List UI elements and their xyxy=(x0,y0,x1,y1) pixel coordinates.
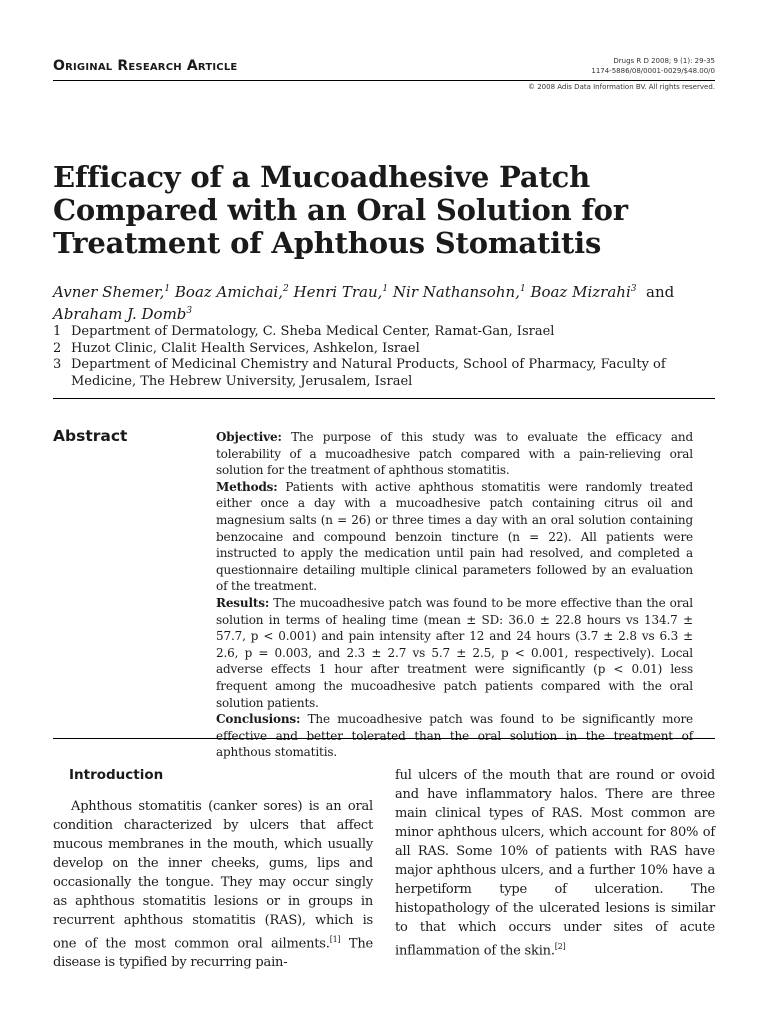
author-name: Boaz Amichai, xyxy=(170,283,283,301)
citation-ref[interactable]: [2] xyxy=(554,942,566,951)
body-column-left xyxy=(53,766,373,972)
body-text: The disease is typified by recurring pain- xyxy=(53,936,373,971)
affiliation-text: Department of Dermatology, C. Sheba Medical Center, Ramat-Gan, Israel xyxy=(71,324,555,339)
article-type-label: Original Research Article xyxy=(53,58,238,74)
abstract-conclusions xyxy=(216,711,693,761)
author-name: Boaz Mizrahi xyxy=(525,283,631,301)
affiliation-number: 2 xyxy=(53,340,62,356)
body-paragraph xyxy=(53,797,373,972)
affiliation-number: 3 xyxy=(53,357,62,372)
abstract-label: Objective: xyxy=(216,430,282,444)
body-paragraph xyxy=(395,766,715,960)
author-name: Abraham J. Domb xyxy=(53,305,187,323)
affiliation-text: Huzot Clinic, Clalit Health Services, Ashkelon, Israel xyxy=(71,340,420,356)
abstract-results xyxy=(216,595,693,711)
body-column-right xyxy=(395,766,715,960)
title-divider xyxy=(53,398,715,399)
abstract-divider xyxy=(53,738,715,739)
author-affil-mark: 3 xyxy=(630,284,637,294)
copyright-notice: © 2008 Adis Data Information BV. All rights reserved. xyxy=(527,83,715,91)
abstract-label: Conclusions: xyxy=(216,712,301,727)
header-divider xyxy=(53,80,715,81)
author-affil-mark: 1 xyxy=(519,284,526,294)
author-name: Avner Shemer, xyxy=(53,283,165,301)
abstract-methods xyxy=(216,479,693,595)
author-name: Henri Trau, xyxy=(288,283,383,301)
author-name: Nir Nathansohn, xyxy=(388,283,520,301)
author-affil-mark: 1 xyxy=(382,284,389,294)
article-title: Efficacy of a Mucoadhesive Patch Compared with an Oral Solution for Treatment of Aphthous Stomatitis xyxy=(53,160,628,260)
author-affil-mark: 2 xyxy=(282,284,289,294)
abstract-heading: Abstract xyxy=(53,427,128,445)
affiliation-item xyxy=(53,341,693,358)
body-text: Aphthous stomatitis (canker sores) is an oral condition characterized by ulcers that affect mucous membranes in the mouth, which usually develop on the inner cheeks, gums, lips and occasionally the tongue. They may occur singly as aphthous stomatitis lesions or in groups in recurrent aphthous stomatitis (RAS), which is one of the most common oral ailments. xyxy=(53,799,373,952)
journal-citation-line: Drugs R D 2008; 9 (1): 29-35 xyxy=(613,57,715,65)
abstract-text: Patients with active aphthous stomatitis were randomly treated either once a day with a mucoadhesive patch containing citrus oil and magnesium salts (n = 26) or three times a day with an oral solution containing benzocaine and compound benzoin tincture (n = 22). All patients were instructed to apply the medication until pain had resolved, and completed a questionnaire detailing multiple clinical parameters followed by an evaluation of the treatment. xyxy=(216,479,693,594)
journal-issn-line: 1174-5886/08/0001-0029/$48.00/0 xyxy=(591,67,715,75)
author-list xyxy=(53,280,693,324)
journal-citation xyxy=(591,56,715,76)
abstract-objective xyxy=(216,429,693,479)
affiliation-text: Department of Medicinal Chemistry and Natural Products, School of Pharmacy, Faculty of Medicine, The Hebrew University, Jerusalem, Israel xyxy=(71,357,666,389)
abstract-label: Methods: xyxy=(216,479,278,494)
section-heading-introduction: Introduction xyxy=(69,767,164,783)
affiliation-item xyxy=(53,357,693,390)
abstract-text: The purpose of this study was to evaluate the efficacy and tolerability of a mucoadhesive patch compared with a pain-relieving oral solution for the treatment of aphthous stomatitis. xyxy=(216,430,693,478)
author-affil-mark: 1 xyxy=(164,284,171,294)
affiliation-list xyxy=(53,324,693,390)
affiliation-item xyxy=(53,324,693,341)
abstract-body xyxy=(216,429,693,761)
affiliation-number: 1 xyxy=(53,324,62,339)
abstract-label: Results: xyxy=(216,595,270,610)
citation-ref[interactable]: [1] xyxy=(329,935,341,944)
author-conjunction: and xyxy=(636,283,675,301)
body-text: ful ulcers of the mouth that are round or ovoid and have inflammatory halos. There are three main clinical types of RAS. Most common are minor aphthous ulcers, which account for 80% of all RAS. Some 10% of patients with RAS have major aphthous ulcers, and a further 10% have a herpetiform type of ulceration. The histopathology of the ulcerated lesions is similar to that which occurs under sites of acute inflammation of the skin. xyxy=(395,768,715,959)
abstract-text: The mucoadhesive patch was found to be more effective than the oral solution in terms of healing time (mean ± SD: 36.0 ± 22.8 hours vs 134.7 ± 57.7, p < 0.001) and pain intensity after 12 and 24 hours (3.7 ± 2.8 vs 6.3 ± 2.6, p = 0.003, and 2.3 ± 2.7 vs 5.7 ± 2.5, p < 0.001, respectively). Local adverse effects 1 hour after treatment were significantly (p < 0.01) less frequent among the mucoadhesive patch patients compared with the oral solution patients. xyxy=(216,595,693,710)
author-affil-mark: 3 xyxy=(186,306,193,316)
abstract-text: The mucoadhesive patch was found to be significantly more effective and better tolerated than the oral solution in the treatment of aphthous stomatitis. xyxy=(216,712,693,760)
